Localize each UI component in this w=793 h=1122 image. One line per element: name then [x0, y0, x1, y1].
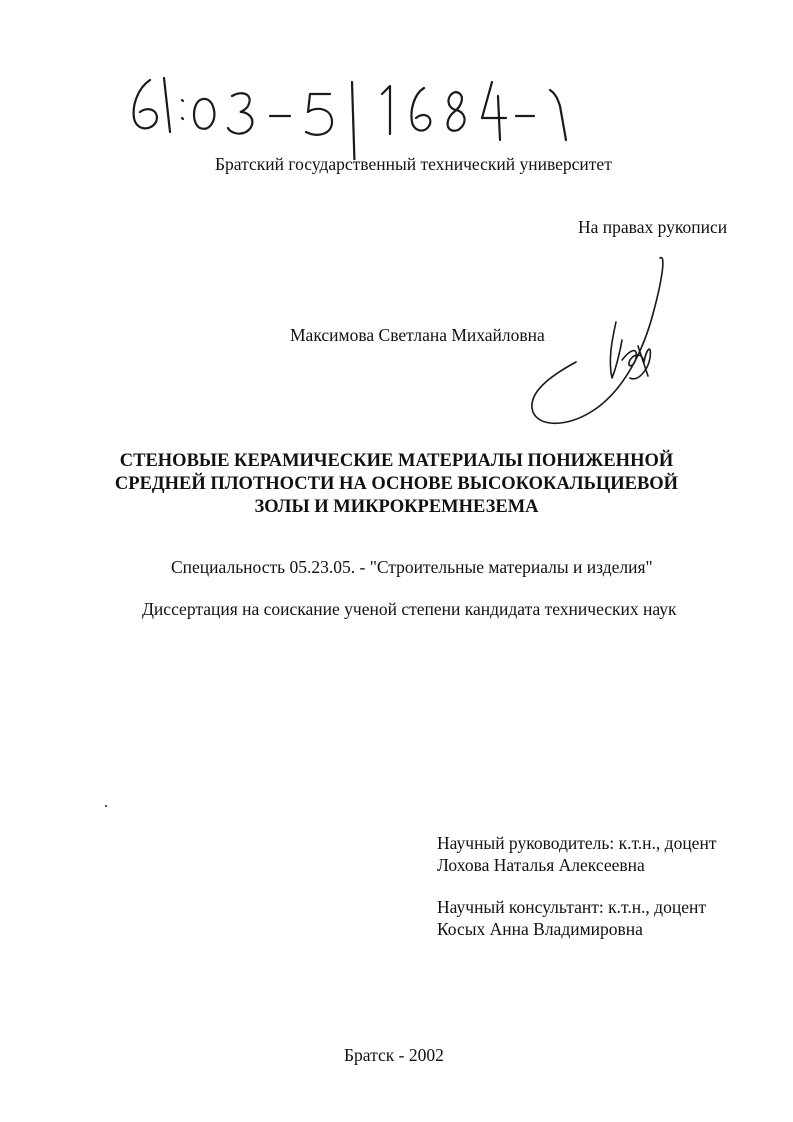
author-name: Максимова Светлана Михайловна [290, 325, 545, 345]
degree-statement: Диссертация на соискание ученой степени кандидата технических наук [142, 599, 677, 619]
scan-speck [105, 805, 107, 807]
consultant-role: Научный консультант: к.т.н., доцент [437, 897, 706, 917]
dissertation-title [100, 450, 693, 519]
specialty: Специальность 05.23.05. - "Строительные материалы и изделия" [171, 557, 653, 577]
supervisor-role: Научный руководитель: к.т.н., доцент [437, 833, 717, 853]
handwritten-archive-code [120, 60, 640, 160]
author-signature [520, 250, 670, 435]
rights-notice: На правах рукописи [578, 217, 728, 237]
university-name: Братский государственный технический университет [215, 154, 612, 174]
supervisor-name: Лохова Наталья Алексеевна [437, 855, 645, 875]
title-line: СТЕНОВЫЕ КЕРАМИЧЕСКИЕ МАТЕРИАЛЫ ПОНИЖЕННОЙ [119, 451, 674, 471]
title-line: ЗОЛЫ И МИКРОКРЕМНЕЗЕМА [254, 497, 539, 517]
consultant-name: Косых Анна Владимировна [437, 919, 643, 939]
city-year: Братск - 2002 [344, 1045, 444, 1065]
title-line: СРЕДНЕЙ ПЛОТНОСТИ НА ОСНОВЕ ВЫСОКОКАЛЬЦИЕВОЙ [114, 474, 679, 494]
